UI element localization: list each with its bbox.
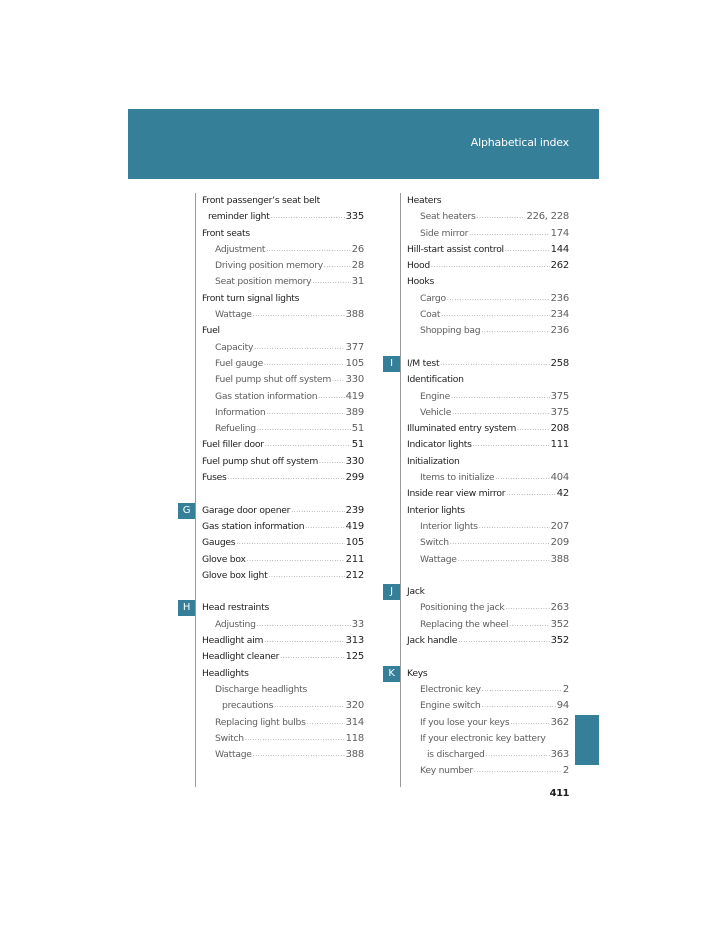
entry-page-number[interactable]: 234 (550, 309, 569, 321)
index-entry[interactable] (202, 226, 364, 242)
dot-leader (517, 421, 550, 437)
entry-label: If your electronic key battery (420, 732, 546, 744)
entry-label: is discharged (427, 749, 485, 761)
index-entry[interactable] (202, 519, 364, 535)
dot-leader (481, 323, 549, 339)
index-spacer (407, 568, 569, 584)
dot-leader (506, 486, 556, 502)
entry-label: Headlights (202, 667, 249, 679)
dot-leader (245, 731, 345, 747)
index-entry[interactable] (202, 193, 364, 209)
index-entry[interactable] (202, 715, 364, 731)
entry-page-number[interactable]: 236 (550, 325, 569, 337)
index-entry[interactable] (202, 258, 364, 274)
dot-leader (474, 763, 562, 779)
letter-tab: G (178, 503, 195, 519)
index-entry[interactable] (202, 340, 364, 356)
entry-page-number[interactable]: 335 (345, 211, 364, 223)
dot-leader (440, 356, 549, 372)
dot-leader (271, 209, 345, 225)
index-entry[interactable] (407, 209, 569, 225)
entry-page-number[interactable]: 262 (550, 260, 569, 272)
entry-page-number[interactable]: 125 (345, 651, 364, 663)
index-entry[interactable] (202, 421, 364, 437)
entry-label: If you lose your keys (420, 716, 510, 728)
index-entry[interactable] (407, 437, 569, 453)
entry-page-number[interactable]: 239 (345, 504, 364, 516)
entry-page-number[interactable]: 51 (351, 439, 364, 451)
index-entry[interactable] (407, 747, 569, 763)
index-entry[interactable] (202, 698, 364, 714)
entry-label: Electronic key (420, 683, 481, 695)
right-column-divider (400, 193, 401, 787)
entry-label: Vehicle (420, 406, 452, 418)
index-entry[interactable] (202, 649, 364, 665)
entry-page-number[interactable]: 388 (550, 553, 569, 565)
entry-page-number[interactable]: 207 (550, 520, 569, 532)
entry-label: Wattage (420, 553, 457, 565)
index-spacer (202, 584, 364, 600)
entry-label: Replacing light bulbs (215, 716, 306, 728)
dot-leader (482, 698, 556, 714)
index-entry[interactable] (407, 617, 569, 633)
dot-leader (479, 519, 550, 535)
section-title: Alphabetical index (470, 136, 569, 149)
entry-label: Indicator lights (407, 439, 472, 451)
dot-leader (265, 437, 351, 453)
entry-page-number[interactable]: 419 (345, 390, 364, 402)
index-entry[interactable] (407, 242, 569, 258)
entry-page-number[interactable]: 352 (550, 635, 569, 647)
dot-leader (266, 405, 344, 421)
dot-leader (318, 389, 344, 405)
entry-label: Hill-start assist control (407, 243, 504, 255)
entry-label: Side mirror (420, 227, 469, 239)
entry-page-number[interactable]: 2 (562, 765, 569, 777)
index-entry[interactable] (202, 666, 364, 682)
entry-page-number[interactable]: 263 (550, 602, 569, 614)
dot-leader (264, 356, 345, 372)
entry-label: Garage door opener (202, 504, 291, 516)
index-entry[interactable] (390, 584, 569, 600)
index-entry[interactable] (407, 519, 569, 535)
index-entry[interactable] (407, 633, 569, 649)
entry-label: Keys (407, 667, 428, 679)
index-entry[interactable] (407, 535, 569, 551)
index-entry[interactable] (202, 682, 364, 698)
index-entry[interactable] (182, 503, 364, 519)
entry-label: Glove box (202, 553, 246, 565)
index-spacer (202, 486, 364, 502)
entry-page-number[interactable]: 363 (550, 749, 569, 761)
entry-label: Fuel pump shut off system (202, 455, 319, 467)
dot-leader (228, 470, 345, 486)
index-entry[interactable] (390, 356, 569, 372)
letter-tab: I (383, 356, 400, 372)
index-entry[interactable] (407, 698, 569, 714)
entry-label: Front turn signal lights (202, 292, 300, 304)
dot-leader (495, 470, 549, 486)
entry-page-number[interactable]: 211 (345, 553, 364, 565)
dot-leader (509, 617, 549, 633)
index-entry[interactable] (202, 552, 364, 568)
entry-label: Engine switch (420, 700, 481, 712)
entry-label: Head restraints (202, 602, 269, 614)
entry-page-number[interactable]: 26 (351, 243, 364, 255)
entry-page-number[interactable]: 330 (345, 455, 364, 467)
entry-label: Discharge headlights (215, 683, 308, 695)
index-entry[interactable] (407, 193, 569, 209)
entry-page-number[interactable]: 174 (550, 227, 569, 239)
dot-leader (505, 242, 550, 258)
entry-label: Shopping bag (420, 325, 481, 337)
index-entry[interactable] (202, 633, 364, 649)
index-entry[interactable] (202, 535, 364, 551)
index-entry[interactable] (182, 600, 364, 616)
index-entry[interactable] (407, 405, 569, 421)
dot-leader (482, 682, 562, 698)
entry-page-number[interactable]: 389 (345, 406, 364, 418)
entry-page-number[interactable]: 236 (550, 292, 569, 304)
index-spacer (407, 649, 569, 665)
dot-leader (450, 535, 550, 551)
entry-page-number[interactable]: 375 (550, 406, 569, 418)
entry-label: Fuel (202, 325, 220, 337)
entry-label: Wattage (215, 309, 252, 321)
index-entry[interactable] (407, 731, 569, 747)
entry-label: Hooks (407, 276, 435, 288)
dot-leader (319, 454, 345, 470)
index-entry[interactable] (407, 421, 569, 437)
dot-leader (431, 258, 550, 274)
entry-label: Initialization (407, 455, 460, 467)
entry-label: Jack (407, 586, 425, 598)
dot-leader (324, 258, 351, 274)
index-entry[interactable] (202, 274, 364, 290)
entry-label: Gauges (202, 537, 236, 549)
index-entry[interactable] (407, 323, 569, 339)
index-entry[interactable] (202, 356, 364, 372)
index-entry[interactable] (202, 372, 364, 388)
entry-label: Gas station information (215, 390, 318, 402)
entry-label: Heaters (407, 195, 442, 206)
dot-leader (447, 291, 550, 307)
entry-label: Gas station information (202, 520, 305, 532)
entry-page-number[interactable]: 388 (345, 749, 364, 761)
entry-page-number[interactable]: 33 (351, 618, 364, 630)
dot-leader (451, 389, 550, 405)
entry-page-number[interactable]: 2 (562, 683, 569, 695)
index-entry[interactable] (202, 307, 364, 323)
entry-page-number[interactable]: 299 (345, 472, 364, 484)
index-entry[interactable] (407, 470, 569, 486)
entry-label: Fuel gauge (215, 357, 263, 369)
entry-label: Headlight aim (202, 635, 264, 647)
index-entry[interactable] (202, 617, 364, 633)
entry-page-number[interactable]: 352 (550, 618, 569, 630)
index-entry[interactable] (407, 454, 569, 470)
entry-label: precautions (222, 700, 274, 712)
index-entry[interactable] (407, 226, 569, 242)
entry-page-number[interactable]: 314 (345, 716, 364, 728)
entry-label: Jack handle (407, 635, 458, 647)
index-spacer (407, 340, 569, 356)
dot-leader (247, 552, 345, 568)
dot-leader (280, 649, 344, 665)
index-entry[interactable] (202, 568, 364, 584)
index-entry[interactable] (407, 389, 569, 405)
left-column-divider (195, 193, 196, 787)
dot-leader (264, 633, 344, 649)
dot-leader (266, 242, 351, 258)
entry-label: Illuminated entry system (407, 423, 517, 435)
entry-page-number[interactable]: 209 (550, 537, 569, 549)
entry-label: Interior lights (420, 520, 478, 532)
entry-page-number[interactable]: 94 (556, 700, 569, 712)
dot-leader (253, 307, 345, 323)
entry-page-number[interactable]: 226, 228 (526, 211, 569, 223)
index-entry[interactable] (407, 486, 569, 502)
entry-page-number[interactable]: 375 (550, 390, 569, 402)
index-entry[interactable] (407, 600, 569, 616)
entry-label: Refueling (215, 423, 256, 435)
index-entry[interactable] (407, 307, 569, 323)
entry-page-number[interactable]: 212 (345, 569, 364, 581)
index-column-left (182, 193, 364, 763)
entry-label: Wattage (215, 749, 252, 761)
letter-tab: H (178, 600, 195, 616)
entry-page-number[interactable]: 144 (550, 243, 569, 255)
entry-label: Capacity (215, 341, 254, 353)
index-entry[interactable] (407, 715, 569, 731)
dot-leader (505, 600, 549, 616)
index-entry[interactable] (407, 372, 569, 388)
entry-page-number[interactable]: 51 (351, 423, 364, 435)
entry-page-number[interactable]: 105 (345, 537, 364, 549)
index-entry[interactable] (202, 437, 364, 453)
index-entry[interactable] (202, 470, 364, 486)
entry-label: I/M test (407, 357, 440, 369)
dot-leader (458, 633, 549, 649)
index-entry[interactable] (407, 291, 569, 307)
entry-label: Seat position memory (215, 276, 312, 288)
dot-leader (312, 274, 350, 290)
entry-label: Cargo (420, 292, 446, 304)
entry-page-number[interactable]: 362 (550, 716, 569, 728)
entry-page-number[interactable]: 313 (345, 635, 364, 647)
entry-page-number[interactable]: 111 (550, 439, 569, 451)
dot-leader (441, 307, 549, 323)
entry-page-number[interactable]: 404 (550, 472, 569, 484)
dot-leader (332, 372, 345, 388)
entry-label: Switch (215, 732, 244, 744)
index-entry[interactable] (202, 454, 364, 470)
index-entry[interactable] (202, 242, 364, 258)
index-column-right (388, 193, 569, 780)
entry-label: Items to initialize (420, 472, 495, 484)
section-header (128, 109, 599, 179)
entry-label: Replacing the wheel (420, 618, 509, 630)
page-number: 411 (549, 788, 569, 799)
index-entry[interactable] (202, 389, 364, 405)
index-entry[interactable] (407, 503, 569, 519)
entry-label: Switch (420, 537, 449, 549)
index-entry[interactable] (202, 291, 364, 307)
dot-leader (510, 715, 549, 731)
entry-label: Identification (407, 374, 464, 386)
dot-leader (473, 437, 550, 453)
entry-page-number[interactable]: 320 (345, 700, 364, 712)
dot-leader (257, 617, 351, 633)
entry-page-number[interactable]: 31 (351, 276, 364, 288)
index-entry[interactable] (202, 323, 364, 339)
index-entry[interactable] (407, 763, 569, 779)
entry-label: Adjustment (215, 243, 266, 255)
dot-leader (305, 519, 344, 535)
index-entry[interactable] (202, 209, 364, 225)
entry-page-number[interactable]: 208 (550, 423, 569, 435)
index-entry[interactable] (202, 731, 364, 747)
entry-page-number[interactable]: 419 (345, 520, 364, 532)
entry-label: Front seats (202, 227, 250, 239)
entry-label: Hood (407, 260, 430, 272)
entry-label: Key number (420, 765, 473, 777)
entry-label: Glove box light (202, 569, 268, 581)
index-entry[interactable] (407, 258, 569, 274)
index-entry[interactable] (388, 666, 569, 682)
dot-leader (469, 226, 550, 242)
dot-leader (274, 698, 344, 714)
dot-leader (477, 209, 526, 225)
entry-label: Headlight cleaner (202, 651, 280, 663)
entry-label: Fuel filler door (202, 439, 264, 451)
entry-label: Interior lights (407, 504, 465, 516)
dot-leader (452, 405, 550, 421)
index-entry[interactable] (407, 682, 569, 698)
index-entry[interactable] (202, 405, 364, 421)
index-entry[interactable] (202, 747, 364, 763)
entry-label: Inside rear view mirror (407, 488, 506, 500)
dot-leader (458, 552, 550, 568)
dot-leader (291, 503, 344, 519)
entry-label: Front passenger’s seat belt (202, 195, 321, 206)
entry-page-number[interactable]: 105 (345, 357, 364, 369)
entry-page-number[interactable]: 330 (345, 374, 364, 386)
section-thumb-tab[interactable] (575, 715, 599, 765)
index-entry[interactable] (407, 274, 569, 290)
entry-label: Engine (420, 390, 450, 402)
dot-leader (307, 715, 345, 731)
entry-page-number[interactable]: 377 (345, 341, 364, 353)
entry-label: Information (215, 406, 266, 418)
dot-leader (253, 747, 345, 763)
entry-label: Positioning the jack (420, 602, 505, 614)
entry-page-number[interactable]: 388 (345, 309, 364, 321)
index-entry[interactable] (407, 552, 569, 568)
entry-label: Fuses (202, 472, 227, 484)
dot-leader (268, 568, 344, 584)
dot-leader (236, 535, 344, 551)
entry-label: reminder light (208, 211, 270, 223)
entry-page-number[interactable]: 28 (351, 260, 364, 272)
letter-tab: J (383, 584, 400, 600)
entry-label: Seat heaters (420, 211, 476, 223)
entry-label: Driving position memory (215, 260, 323, 272)
dot-leader (257, 421, 351, 437)
entry-page-number[interactable]: 42 (556, 488, 569, 500)
entry-page-number[interactable]: 258 (550, 357, 569, 369)
entry-page-number[interactable]: 118 (345, 732, 364, 744)
entry-label: Fuel pump shut off system (215, 374, 332, 386)
dot-leader (486, 747, 550, 763)
entry-label: Coat (420, 309, 441, 321)
letter-tab: K (383, 666, 400, 682)
dot-leader (254, 340, 345, 356)
entry-label: Adjusting (215, 618, 256, 630)
